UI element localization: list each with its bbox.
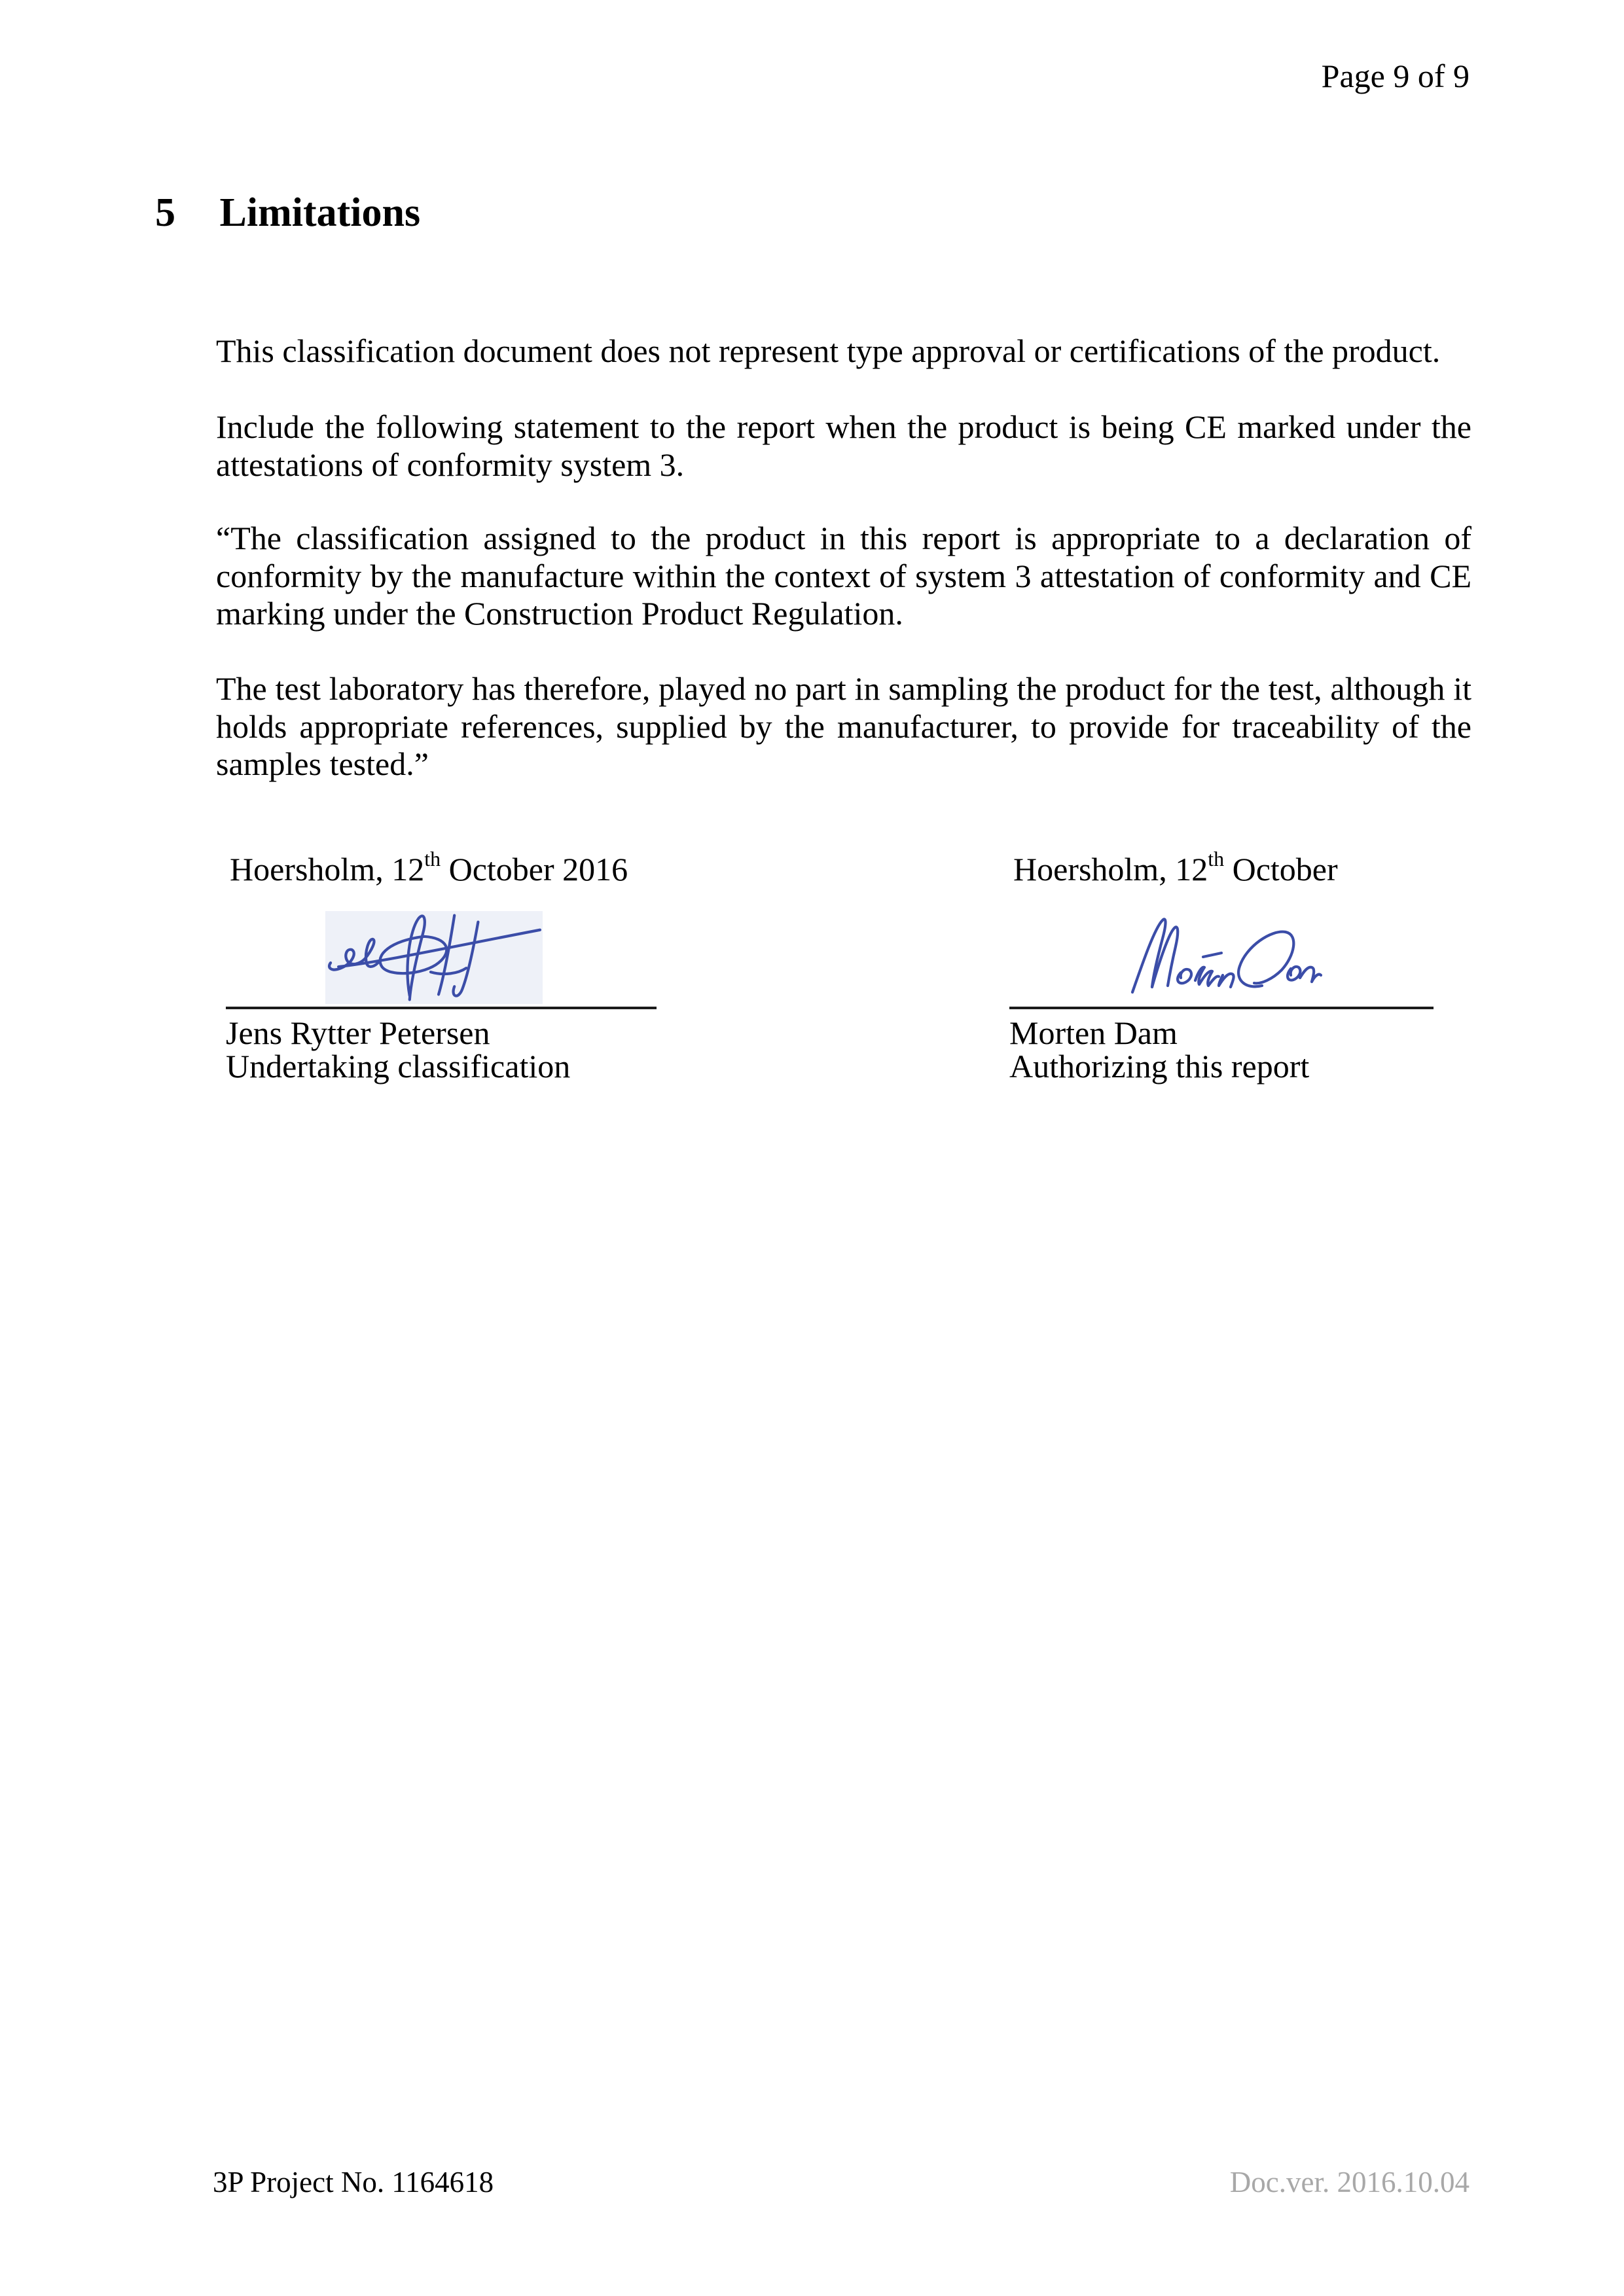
signature-date-right xyxy=(1013,847,1338,892)
page-number: Page 9 of 9 xyxy=(1321,58,1470,94)
date-superscript: th xyxy=(1208,847,1225,870)
signature-block-left xyxy=(226,847,661,1126)
signature-line xyxy=(1009,1007,1434,1009)
signature-block-right xyxy=(1009,847,1436,1126)
date-text: Hoersholm, 12 xyxy=(230,851,425,888)
signatory-name: Morten Dam xyxy=(1009,1014,1178,1051)
morten-dam-signature-icon xyxy=(1126,915,1322,1003)
signatory-role: Undertaking classification xyxy=(226,1048,571,1085)
jens-petersen-signature-icon xyxy=(325,911,543,1004)
section-heading xyxy=(155,189,420,236)
section-number: 5 xyxy=(155,190,175,235)
paragraph-quote-laboratory: The test laboratory has therefore, played no part in sampling the product for the test, although it holds appropriate references, supplied by the manufacturer, to provide for traceability of the samples tested.” xyxy=(216,670,1471,782)
section-title: Limitations xyxy=(219,190,421,235)
paragraph-quote-classification: “The classification assigned to the product in this report is appropriate to a declaration of conformity by the manufacture within the context of system 3 attestation of conformity and CE marking under the Construction Product Regulation. xyxy=(216,520,1471,632)
paragraph-type-approval: This classification document does not represent type approval or certifications of the product. xyxy=(216,332,1441,369)
footer-doc-version: Doc.ver. 2016.10.04 xyxy=(1229,2166,1470,2198)
signatory-name: Jens Rytter Petersen xyxy=(226,1014,490,1051)
signatory-role: Authorizing this report xyxy=(1009,1048,1310,1085)
signature-date-left xyxy=(230,847,628,892)
date-text: October 2016 xyxy=(441,851,628,888)
paragraph-ce-statement: Include the following statement to the report when the product is being CE marked under the attestations of conformity system 3. xyxy=(216,408,1471,483)
date-text: Hoersholm, 12 xyxy=(1013,851,1208,888)
date-superscript: th xyxy=(424,847,441,870)
footer-project-number: 3P Project No. 1164618 xyxy=(213,2166,494,2198)
signature-line xyxy=(226,1007,657,1009)
date-text: October xyxy=(1224,851,1338,888)
